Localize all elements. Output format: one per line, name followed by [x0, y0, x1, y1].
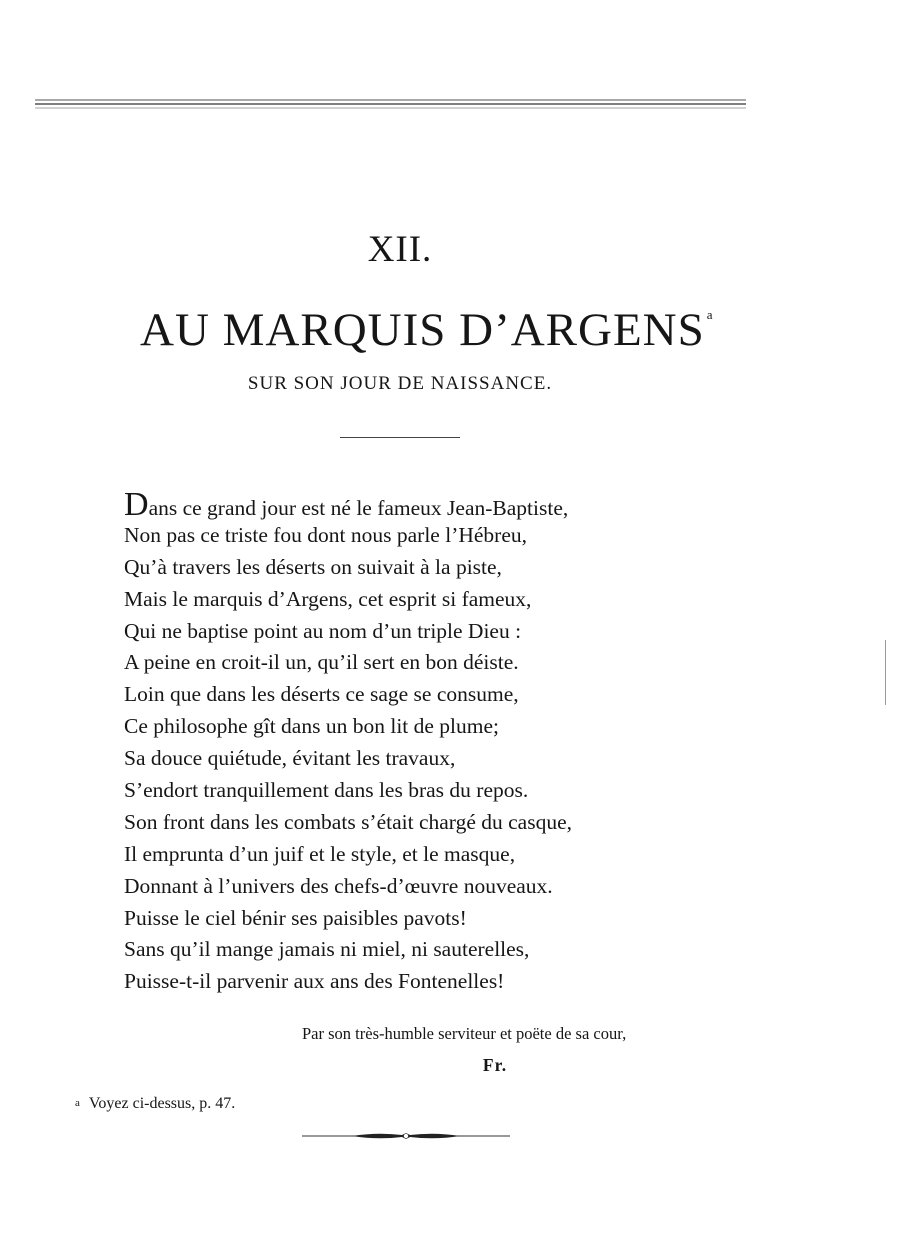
poem-line: Puisse le ciel bénir ses paisibles pavots!: [124, 905, 467, 930]
drop-cap: D: [124, 486, 149, 523]
footnote-mark: a: [75, 1097, 80, 1109]
poem-line: S’endort tranquillement dans les bras du repos.: [124, 778, 529, 803]
poem-line-rest: ans ce grand jour est né le fameux Jean-Baptiste,: [148, 496, 569, 520]
chapter-number: XII.: [367, 229, 433, 270]
poem-line: Qui ne baptise point au nom d’un triple Dieu :: [124, 618, 522, 643]
signature-line: Par son très-humble serviteur et poëte de sa cour,: [302, 1024, 627, 1043]
poem-line: Sa douce quiétude, évitant les travaux,: [124, 746, 456, 771]
poem-line: Mais le marquis d’Argens, cet esprit si fameux,: [124, 586, 532, 611]
poem-line: Qu’à travers les déserts on suivait à la piste,: [124, 554, 502, 579]
signature-initials: Fr.: [482, 1055, 508, 1075]
poem-line: Ce philosophe gît dans un bon lit de plume;: [124, 714, 500, 739]
footnote: [75, 1095, 375, 1113]
poem-line: Il emprunta d’un juif et le style, et le masque,: [124, 841, 516, 866]
poem-body: [124, 488, 684, 998]
poem-title: [140, 303, 713, 357]
poem-line: Puisse-t-il parvenir aux ans des Fontenelles!: [124, 969, 505, 994]
title-separator-rule: [340, 437, 460, 438]
poem-title-text: AU MARQUIS D’ARGENS: [140, 304, 705, 356]
tailpiece-ornament: [302, 1129, 510, 1143]
poem-subtitle: SUR SON JOUR DE NAISSANCE.: [247, 373, 553, 394]
page-edge-mark: [885, 640, 886, 705]
footnote-text: Voyez ci-dessus, p. 47.: [88, 1095, 236, 1112]
poem-line: Donnant à l’univers des chefs-d’œuvre nouveaux.: [124, 873, 553, 898]
title-footnote-ref: a: [706, 307, 713, 322]
header-double-rule: [35, 97, 746, 111]
poem-line: Non pas ce triste fou dont nous parle l’Hébreu,: [124, 522, 528, 547]
poem-line: A peine en croit-il un, qu’il sert en bon déiste.: [124, 650, 519, 675]
poem-line: Loin que dans les déserts ce sage se consume,: [124, 682, 519, 707]
poem-line: Son front dans les combats s’était chargé du casque,: [124, 809, 572, 834]
poem-line: [124, 486, 684, 523]
poem-line: Sans qu’il mange jamais ni miel, ni sauterelles,: [124, 937, 530, 962]
